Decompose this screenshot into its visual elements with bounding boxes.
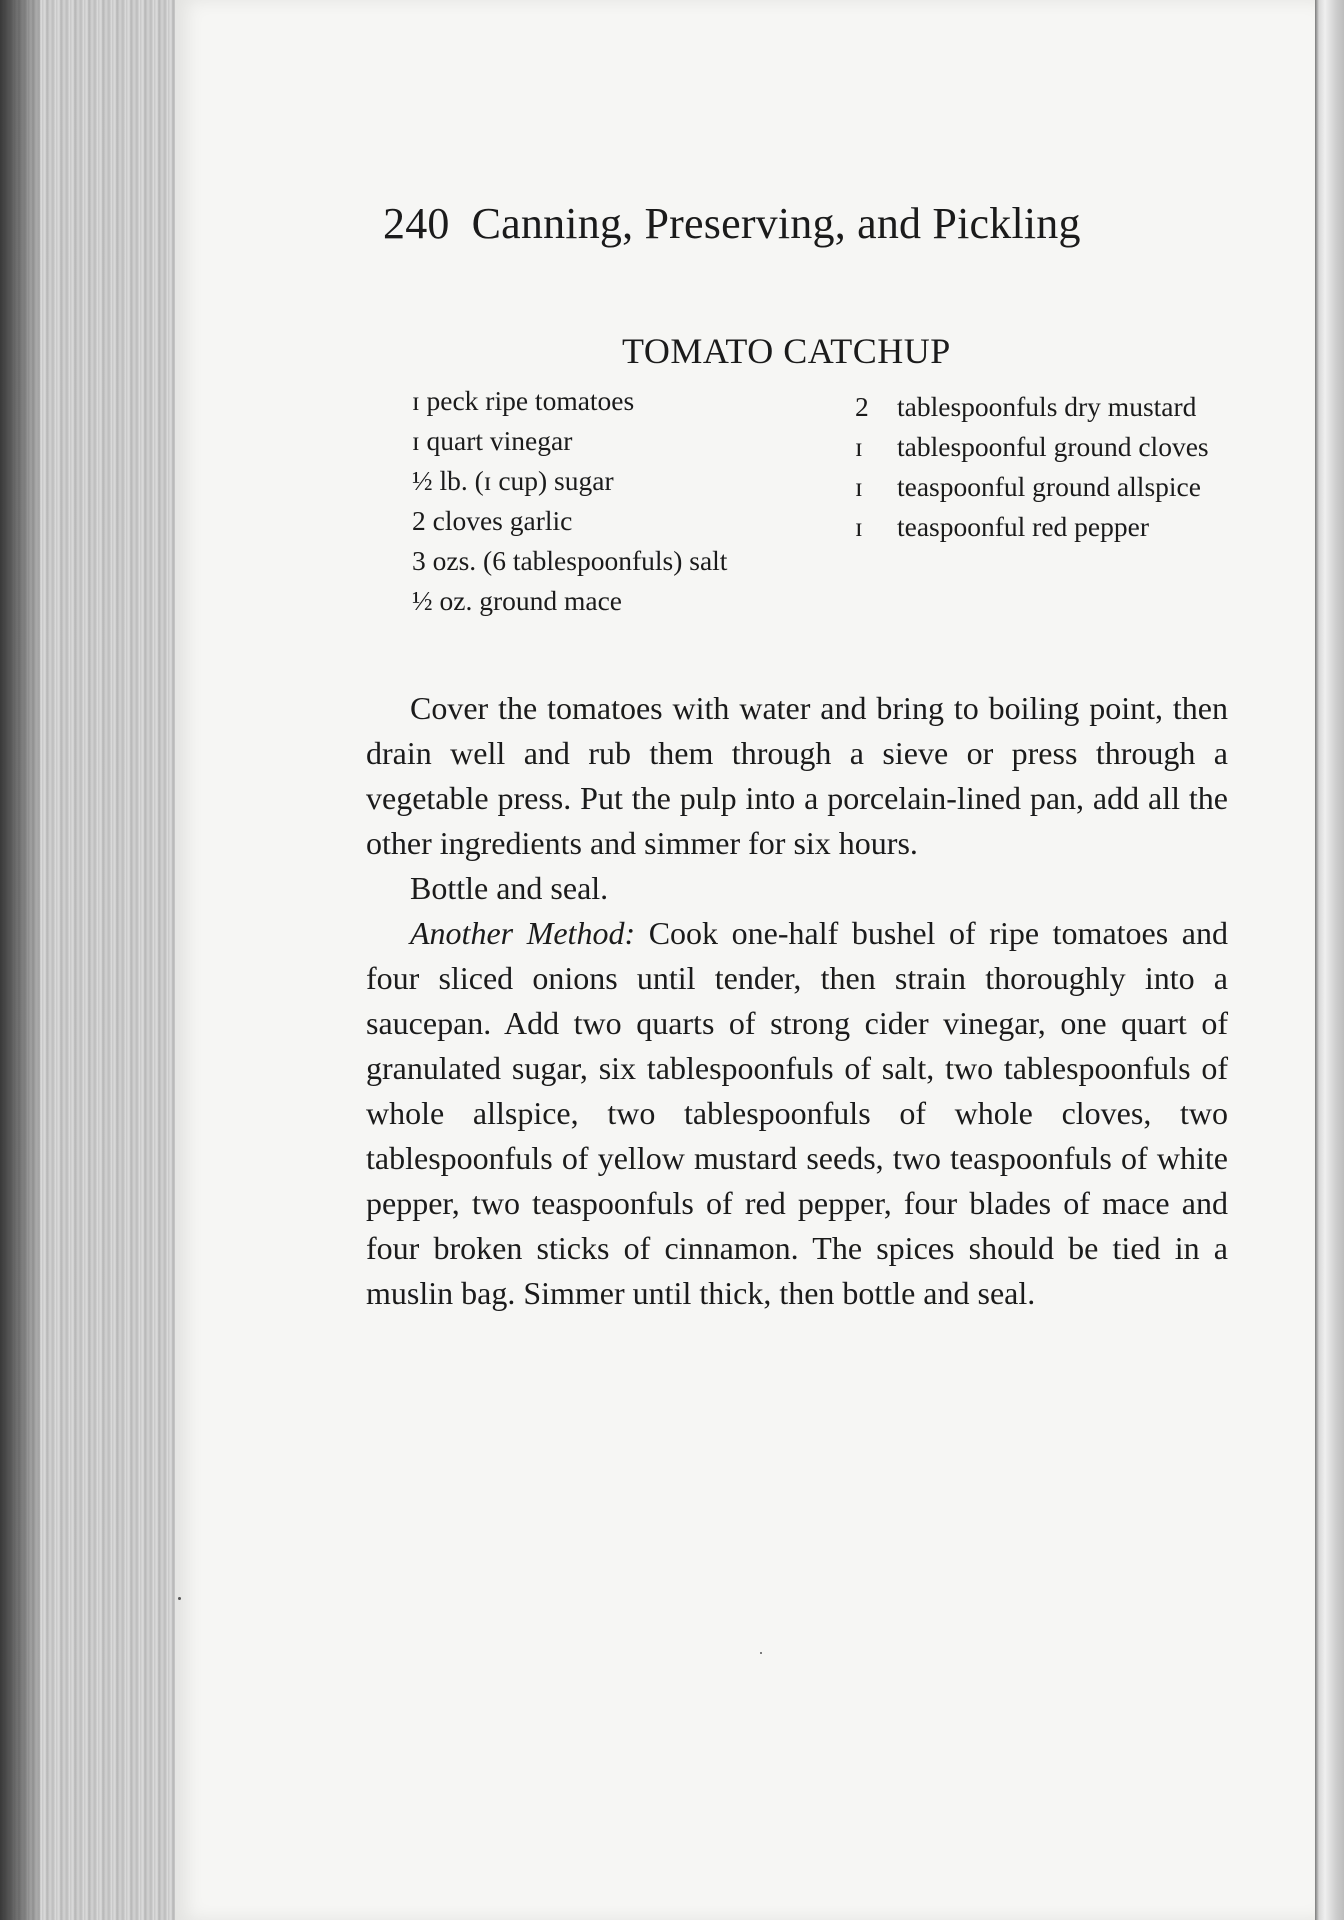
ingredient-text: teaspoonful ground allspice (897, 471, 1201, 502)
ingredient-qty: 2 (855, 391, 869, 422)
paragraph-directions: Cover the tomatoes with water and bring to boiling point, then drain well and rub them through a sieve or press through a vegetable press. Put the pulp into a porcelain-lined pan, add all the other ingredients and simmer for six hours. (366, 690, 1228, 861)
ingredient-qty: ɪ (855, 471, 863, 502)
ingredient (855, 427, 1215, 467)
paragraph-bottle: Bottle and seal. (410, 870, 609, 906)
ingredient-qty: ɪ (855, 511, 863, 542)
book-title: Canning, Preserving, and Pickling (471, 199, 1081, 248)
scan-speck (760, 1652, 762, 1654)
ingredient: ɪ peck ripe tomatoes (412, 385, 635, 416)
right-page-edge (1315, 0, 1344, 1920)
ingredients-left-column (412, 381, 812, 621)
ingredient: 2 cloves garlic (412, 505, 573, 536)
ingredient-text: tablespoonful ground cloves (897, 431, 1209, 462)
ingredient: 3 ozs. (6 tablespoonfuls) salt (412, 545, 728, 576)
paragraph-another-method (366, 911, 1228, 1316)
ingredient-text: teaspoonful red pepper (897, 511, 1149, 542)
ingredient: ɪ quart vinegar (412, 425, 573, 456)
ingredient (855, 387, 1215, 427)
ingredient: ½ lb. (ɪ cup) sugar (412, 465, 614, 496)
another-method-lead: Another Method: (410, 915, 636, 951)
scan-speck (178, 1597, 181, 1600)
ingredient-text: tablespoonfuls dry mustard (897, 391, 1197, 422)
recipe-title: TOMATO CATCHUP (622, 331, 951, 371)
ingredient (855, 467, 1215, 507)
recipe-body (366, 686, 1228, 1316)
ingredients-right-column (855, 387, 1215, 547)
ingredient-qty: ɪ (855, 431, 863, 462)
another-method-text: Cook one-half bushel of ripe tomatoes and four sliced onions until tender, then strain thoroughly into a saucepan. Add two quarts of strong cider vinegar, one quart of granulated sugar, six tablespoonfuls of salt, two tablespoonfuls of whole allspice, two tablespoonfuls of whole cloves, two tablespoonfuls of yellow mustard seeds, two teaspoonfuls of white pepper, two teaspoonfuls of red pepper, four blades of mace and four broken sticks of cinnamon. The spices should be tied in a muslin bag. Simmer until thick, then bottle and seal. (366, 915, 1229, 1311)
page-number: 240 (383, 199, 450, 248)
running-head (383, 198, 1081, 249)
book-page-edges (0, 0, 175, 1920)
ingredient: ½ oz. ground mace (412, 585, 622, 616)
ingredient (855, 507, 1215, 547)
